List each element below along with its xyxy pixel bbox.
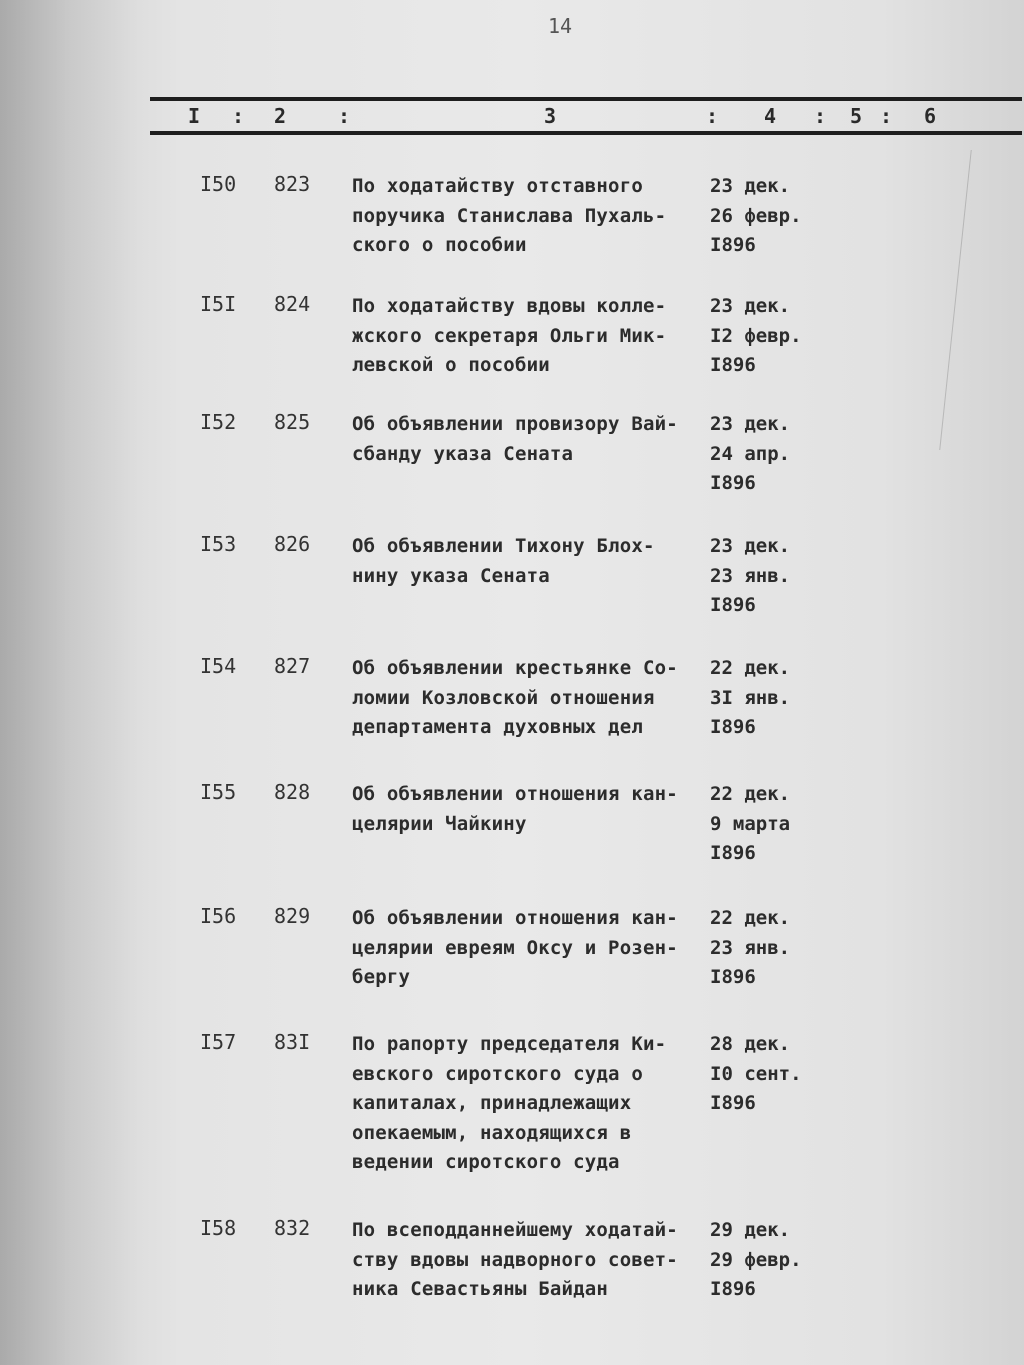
entry-title-line: ведении сиротского суда bbox=[352, 1151, 620, 1173]
entry-date-line: I896 bbox=[710, 594, 756, 616]
entry-date-line: 26 февр. bbox=[710, 204, 802, 227]
entry-date-line: 29 дек. bbox=[710, 1219, 791, 1241]
entry-title-line: бергу bbox=[352, 966, 411, 988]
entry-dates bbox=[710, 780, 840, 869]
entry-title-line: По ходатайству вдовы колле- bbox=[352, 295, 667, 317]
entry-title bbox=[352, 1216, 704, 1305]
entry-case-number: 823 bbox=[274, 172, 311, 196]
entry-case-number: 83I bbox=[274, 1030, 311, 1054]
entry-title bbox=[352, 1030, 704, 1178]
entry-title bbox=[352, 780, 704, 839]
entry-title-line: Об объявлении отношения кан- bbox=[352, 907, 678, 929]
header-sep-3: : bbox=[706, 104, 719, 128]
entry-date-line: 23 дек. bbox=[710, 175, 791, 197]
entry-date-line: 22 дек. bbox=[710, 783, 791, 805]
entry-dates bbox=[710, 532, 840, 621]
entry-number: I54 bbox=[200, 654, 237, 678]
entry-dates bbox=[710, 654, 840, 743]
entry-number: I58 bbox=[200, 1216, 237, 1240]
entry-title-line: ломии Козловской отношения bbox=[352, 686, 655, 709]
header-rule-top bbox=[150, 97, 1022, 101]
entry-number: I55 bbox=[200, 780, 237, 804]
entry-date-line: I896 bbox=[710, 716, 756, 738]
paper-crease bbox=[939, 150, 1012, 450]
entry-number: I53 bbox=[200, 532, 237, 556]
entry-title-line: Об объявлении отношения кан- bbox=[352, 783, 678, 805]
entry-date-line: I896 bbox=[710, 1092, 756, 1114]
entry-title-line: ского о пособии bbox=[352, 234, 527, 256]
entry-date-line: 29 февр. bbox=[710, 1248, 802, 1271]
header-sep-2: : bbox=[338, 104, 351, 128]
entry-title-line: По ходатайству отставного bbox=[352, 175, 643, 197]
entry-title-line: целярии евреям Оксу и Розен- bbox=[352, 936, 678, 959]
entry-title bbox=[352, 532, 704, 591]
header-col-4: 4 bbox=[764, 104, 777, 128]
entry-date-line: I2 февр. bbox=[710, 324, 802, 347]
header-col-1: I bbox=[188, 104, 201, 128]
entry-case-number: 826 bbox=[274, 532, 311, 556]
entry-date-line: 23 янв. bbox=[710, 564, 791, 587]
entry-title-line: целярии Чайкину bbox=[352, 812, 527, 835]
entry-date-line: 3I янв. bbox=[710, 686, 791, 709]
entry-case-number: 825 bbox=[274, 410, 311, 434]
entry-title-line: сбанду указа Сената bbox=[352, 442, 574, 465]
entry-date-line: I896 bbox=[710, 966, 756, 988]
header-col-2: 2 bbox=[274, 104, 287, 128]
page-fold-shadow bbox=[0, 0, 140, 1365]
entry-number: I50 bbox=[200, 172, 237, 196]
entry-date-line: I896 bbox=[710, 234, 756, 256]
entry-title bbox=[352, 904, 704, 993]
entry-title-line: левской о пособии bbox=[352, 354, 550, 376]
entry-date-line: 23 дек. bbox=[710, 535, 791, 557]
entry-title-line: По рапорту председателя Ки- bbox=[352, 1033, 667, 1055]
entry-number: I57 bbox=[200, 1030, 237, 1054]
header-col-3: 3 bbox=[544, 104, 557, 128]
entry-title-line: капиталах, принадлежащих bbox=[352, 1092, 632, 1114]
entry-number: I5I bbox=[200, 292, 237, 316]
entry-title bbox=[352, 292, 704, 381]
entry-case-number: 828 bbox=[274, 780, 311, 804]
entry-date-line: 22 дек. bbox=[710, 657, 791, 679]
entry-case-number: 832 bbox=[274, 1216, 311, 1240]
entry-title-line: департамента духовных дел bbox=[352, 716, 643, 738]
entry-title-line: нину указа Сената bbox=[352, 564, 550, 587]
header-col-6: 6 bbox=[924, 104, 937, 128]
header-sep-5: : bbox=[880, 104, 893, 128]
header-col-5: 5 bbox=[850, 104, 863, 128]
entry-number: I52 bbox=[200, 410, 237, 434]
entry-number: I56 bbox=[200, 904, 237, 928]
entry-title-line: ника Севастьяны Байдан bbox=[352, 1278, 609, 1300]
entry-title bbox=[352, 654, 704, 743]
entry-date-line: 22 дек. bbox=[710, 907, 791, 929]
page-number: 14 bbox=[548, 14, 573, 38]
entry-date-line: 23 янв. bbox=[710, 936, 791, 959]
header-sep-1: : bbox=[232, 104, 245, 128]
entry-dates bbox=[710, 1216, 840, 1305]
entry-date-line: I896 bbox=[710, 354, 756, 376]
entry-title-line: ству вдовы надворного совет- bbox=[352, 1248, 678, 1271]
entry-date-line: 28 дек. bbox=[710, 1033, 791, 1055]
entry-title-line: Об объявлении Тихону Блох- bbox=[352, 535, 655, 557]
entry-title bbox=[352, 172, 704, 261]
entry-date-line: I896 bbox=[710, 842, 756, 864]
entry-case-number: 827 bbox=[274, 654, 311, 678]
entry-date-line: 23 дек. bbox=[710, 413, 791, 435]
entry-title-line: По всеподданнейшему ходатай- bbox=[352, 1219, 678, 1241]
entry-date-line: I0 сент. bbox=[710, 1062, 802, 1085]
entry-title-line: евского сиротского суда о bbox=[352, 1062, 643, 1085]
entry-dates bbox=[710, 410, 840, 499]
entry-title-line: жского секретаря Ольги Мик- bbox=[352, 324, 667, 347]
entry-dates bbox=[710, 292, 840, 381]
header-sep-4: : bbox=[814, 104, 827, 128]
entry-date-line: 23 дек. bbox=[710, 295, 791, 317]
entry-date-line: 24 апр. bbox=[710, 442, 791, 465]
entry-title-line: опекаемым, находящихся в bbox=[352, 1121, 632, 1144]
entry-title-line: поручика Станислава Пухаль- bbox=[352, 204, 667, 227]
entry-dates bbox=[710, 172, 840, 261]
entry-title bbox=[352, 410, 704, 469]
entry-date-line: 9 марта bbox=[710, 812, 791, 835]
entry-case-number: 824 bbox=[274, 292, 311, 316]
entry-dates bbox=[710, 904, 840, 993]
entry-date-line: I896 bbox=[710, 472, 756, 494]
entry-dates bbox=[710, 1030, 840, 1119]
entry-title-line: Об объявлении крестьянке Со- bbox=[352, 657, 678, 679]
entry-case-number: 829 bbox=[274, 904, 311, 928]
entry-title-line: Об объявлении провизору Вай- bbox=[352, 413, 678, 435]
entry-date-line: I896 bbox=[710, 1278, 756, 1300]
header-rule-bottom bbox=[150, 131, 1022, 135]
